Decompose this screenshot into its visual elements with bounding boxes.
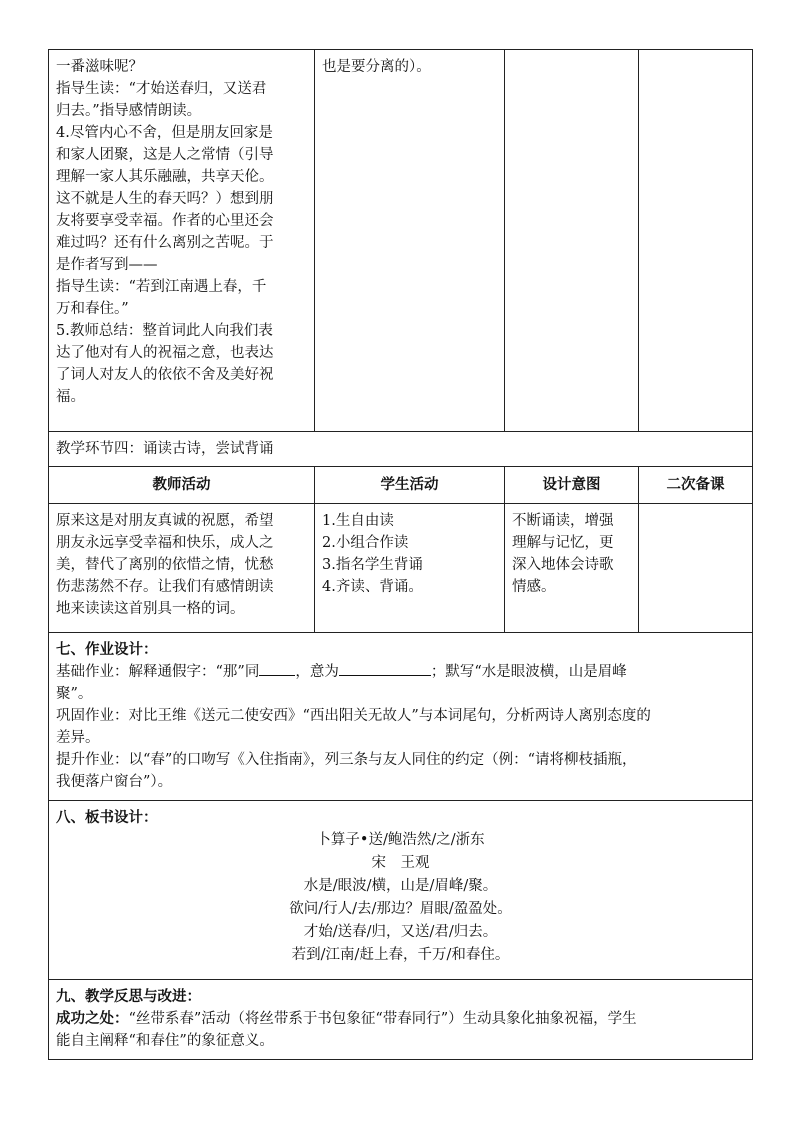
text-line: 伤悲荡然不存。让我们有感情朗读 (56, 579, 274, 595)
lesson-plan-table (48, 49, 753, 1060)
answer-blank (339, 661, 431, 676)
text-line: 不断诵读，增强 (512, 513, 614, 529)
column-header-row (49, 467, 753, 504)
homework-section (49, 633, 753, 801)
design-intent-text (512, 510, 631, 598)
second-prep-cell (639, 504, 753, 633)
teacher-activity-cell (49, 504, 315, 633)
text-line: 美，替代了离别的依惜之情，忧愁 (56, 557, 274, 573)
list-item: 1.生自由读 (322, 513, 394, 529)
header-design-intent: 设计意图 (505, 467, 639, 504)
list-item: 2.小组合作读 (322, 535, 409, 551)
header-second-prep: 二次备课 (639, 467, 753, 504)
text-line: 理解一家人其乐融融，共享天伦。 (56, 169, 274, 185)
text-line: 这不就是人生的春天吗？）想到朋 (56, 191, 274, 207)
homework-basic-cont: 聚”。 (56, 686, 93, 702)
header-teacher-activity: 教师活动 (49, 467, 315, 504)
list-item: 4.齐读、背诵。 (322, 579, 423, 595)
board-line: 才始/送春/归，又送/君/归去。 (303, 924, 498, 940)
header-student-activity: 学生活动 (315, 467, 505, 504)
student-activity-cell (315, 50, 505, 432)
text-line: 5.教师总结：整首词此人向我们表 (56, 323, 273, 339)
homework-basic (56, 661, 745, 683)
text-line: 4.尽管内心不舍，但是朋友回家是 (56, 125, 273, 141)
homework-title: 七、作业设计： (56, 641, 158, 658)
reflection-success (56, 1008, 745, 1030)
homework-advance-cont: 我便落户窗台”）。 (56, 774, 173, 790)
board-line: 若到/江南/赶上春，千万/和春住。 (291, 947, 510, 963)
recitation-row (49, 504, 753, 633)
board-design-content (56, 829, 745, 967)
text-line: 归去。”指导感情朗读。 (56, 103, 202, 119)
text-line: 福。 (56, 389, 85, 405)
text-line: 友将要享受幸福。作者的心里还会 (56, 213, 274, 229)
student-activity-cell (315, 504, 505, 633)
teacher-activity-text (56, 510, 307, 620)
board-line: 宋 王观 (371, 855, 430, 871)
text-line: 朋友永远享受幸福和快乐，成人之 (56, 535, 274, 551)
link4-title: 教学环节四：诵读古诗，尝试背诵 (49, 432, 753, 467)
board-design-title: 八、板书设计： (56, 809, 158, 826)
reflection-title: 九、教学反思与改进： (56, 988, 201, 1005)
lesson-plan-page (48, 49, 752, 1060)
homework-basic-text: 基础作业：解释通假字：“那”同 (56, 664, 260, 680)
list-item: 3.指名学生背诵 (322, 557, 423, 573)
text-line: 了词人对友人的依依不舍及美好祝 (56, 367, 274, 383)
text-line: 是作者写到—— (56, 257, 158, 273)
text-line: 指导生读：“才始送春归，又送君 (56, 81, 267, 97)
text-line: 情感。 (512, 579, 556, 595)
text-line: 指导生读：“若到江南遇上春，千 (56, 279, 267, 295)
student-activity-text: 也是要分离的）。 (322, 59, 431, 75)
design-intent-cell (505, 50, 639, 432)
text-line: 达了他对有人的祝福之意，也表达 (56, 345, 274, 361)
teacher-activity-text (56, 56, 307, 408)
homework-advance: 提升作业：以“春”的口吻写《入住指南》，列三条与友人同住的约定（例：“请将柳枝插瓶， (56, 752, 637, 768)
text-line: 和家人团聚，这是人之常情（引导 (56, 147, 274, 163)
success-text: “丝带系春”活动（将丝带系于书包象征“带春同行”）生动具象化抽象祝福，学生 (128, 1011, 637, 1027)
board-design-section (49, 801, 753, 980)
homework-consolidate-cont: 差异。 (56, 730, 100, 746)
board-line: 欲问/行人/去/那边？眉眼/盈盈处。 (289, 901, 512, 917)
success-label: 成功之处： (56, 1010, 129, 1027)
reflection-success-cont: 能自主阐释“和春住”的象征意义。 (56, 1033, 274, 1049)
teacher-activity-cell (49, 50, 315, 432)
text-line: 一番滋味呢？ (56, 59, 143, 75)
board-line: 卜算子•送/鲍浩然/之/浙东 (316, 832, 485, 848)
student-activity-list (322, 510, 497, 598)
answer-blank (259, 661, 295, 676)
homework-basic-text: ；默写“水是眼波横，山是眉峰 (430, 664, 627, 680)
text-line: 深入地体会诗歌 (512, 557, 614, 573)
reflection-section (49, 980, 753, 1060)
second-prep-cell (639, 50, 753, 432)
text-line: 万和春住。” (56, 301, 129, 317)
text-line: 理解与记忆，更 (512, 535, 614, 551)
homework-consolidate: 巩固作业：对比王维《送元二使安西》“西出阳关无故人”与本词尾句，分析两诗人离别态度的 (56, 708, 651, 724)
homework-basic-text: ，意为 (295, 664, 339, 680)
text-line: 地来读读这首别具一格的词。 (56, 601, 245, 617)
text-line: 难过吗？还有什么离别之苦呢。于 (56, 235, 274, 251)
link4-row (49, 432, 753, 467)
activity-row-continued (49, 50, 753, 432)
design-intent-cell (505, 504, 639, 633)
board-line: 水是/眼波/横，山是/眉峰/聚。 (303, 878, 498, 894)
text-line: 原来这是对朋友真诚的祝愿，希望 (56, 513, 274, 529)
